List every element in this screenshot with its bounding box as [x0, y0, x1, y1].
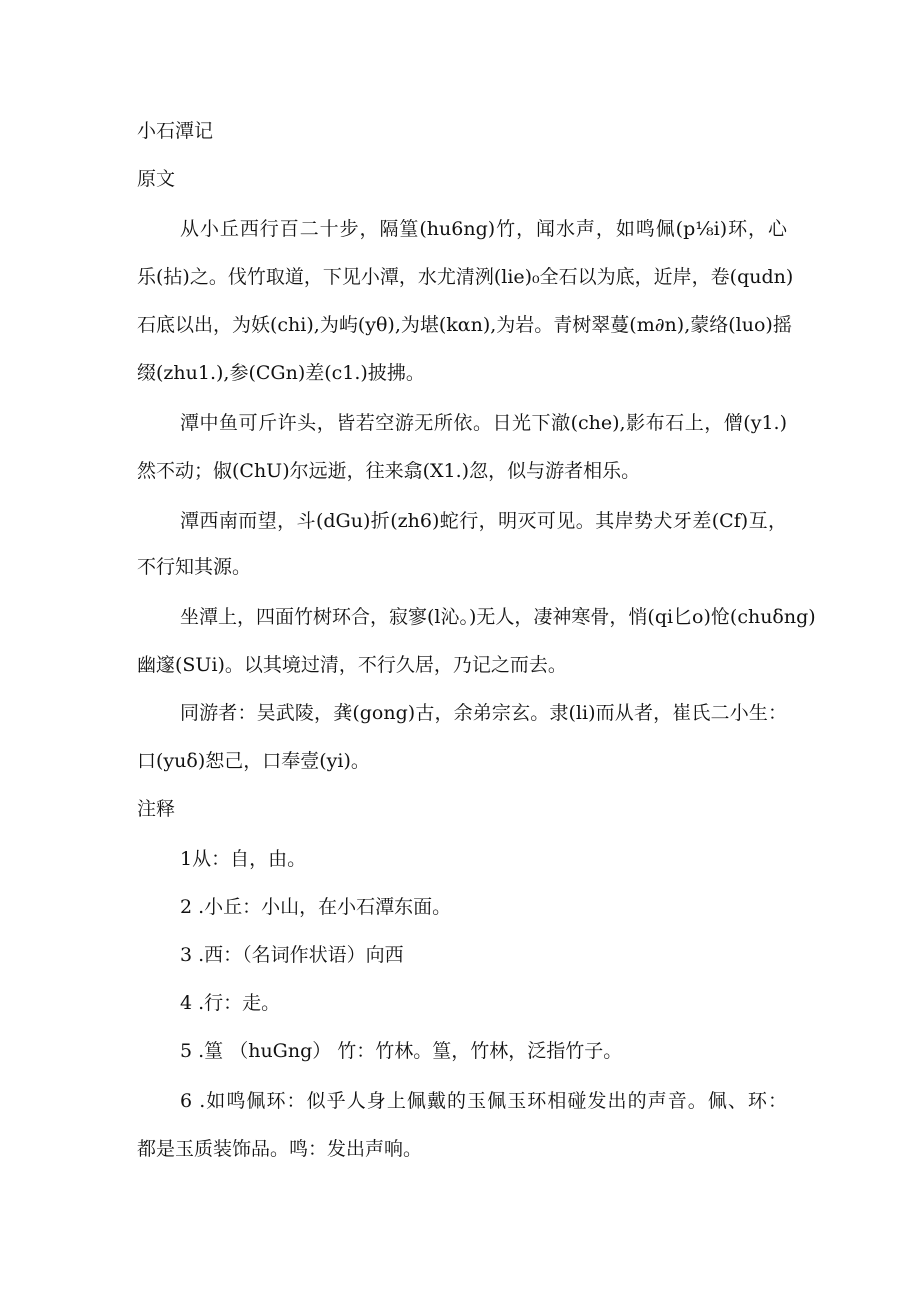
note-1: 1从：自，由。	[180, 848, 307, 870]
notes-heading: 注释	[137, 798, 176, 820]
paragraph-1-line-2: 乐(拈)之。伐竹取道，下见小潭，水尤清洌(lie)₀全石以为底，近岸，卷(qudn)	[137, 266, 794, 288]
original-text-heading: 原文	[137, 168, 176, 190]
paragraph-1-line-3: 石底以出，为妖(chi),为屿(yθ),为堪(kαn),为岩。青树翠蔓(m∂n),蒙络(luo)摇	[137, 314, 792, 336]
paragraph-5-line-2: 口(yuδ)恕己，口奉壹(yi)。	[137, 750, 370, 772]
paragraph-2-line-2: 然不动；俶(ChU)尔远逝，往来翕(X1.)忽，似与游者相乐。	[137, 460, 641, 482]
document-title: 小石潭记	[137, 120, 214, 142]
paragraph-4-line-2: 幽邃(SUi)。以其境过清，不行久居，乃记之而去。	[137, 654, 567, 676]
paragraph-3-line-2: 不行知其源。	[137, 556, 252, 578]
paragraph-5-line-1: 同游者：吴武陵，龚(gong)古，余弟宗玄。隶(li)而从者，崔氏二小生：	[180, 702, 787, 724]
paragraph-3-line-1: 潭西南而望，斗(dGu)折(zh6)蛇行，明灭可见。其岸势犬牙差(Cf)互，	[180, 510, 787, 532]
note-6-line-1: 6 .如鸣佩环：似乎人身上佩戴的玉佩玉环相碰发出的声音。佩、环：	[180, 1090, 787, 1112]
paragraph-1-line-4: 缀(zhu1.),参(CGn)差(c1.)披拂。	[137, 362, 425, 384]
paragraph-2-line-1: 潭中鱼可斤许头，皆若空游无所依。日光下澈(che),影布石上，僧(y1.)	[180, 412, 787, 434]
note-5: 5 .篁 （huGng） 竹：竹林。篁，竹林，泛指竹子。	[180, 1040, 623, 1062]
paragraph-4-line-1: 坐潭上，四面竹树环合，寂寥(l沁。)无人，凄神寒骨，悄(qi匕o)怆(chuδng)	[180, 606, 816, 628]
note-3: 3 .西：（名词作状语）向西	[180, 944, 404, 966]
note-4: 4 .行：走。	[180, 992, 281, 1014]
paragraph-1-line-1: 从小丘西行百二十步，隔篁(hu6ng)竹，闻水声，如鸣佩(p⅛i)环，心	[180, 218, 787, 240]
note-2: 2 .小丘：小山，在小石潭东面。	[180, 896, 452, 918]
note-6-line-2: 都是玉质装饰品。鸣：发出声响。	[137, 1138, 423, 1160]
